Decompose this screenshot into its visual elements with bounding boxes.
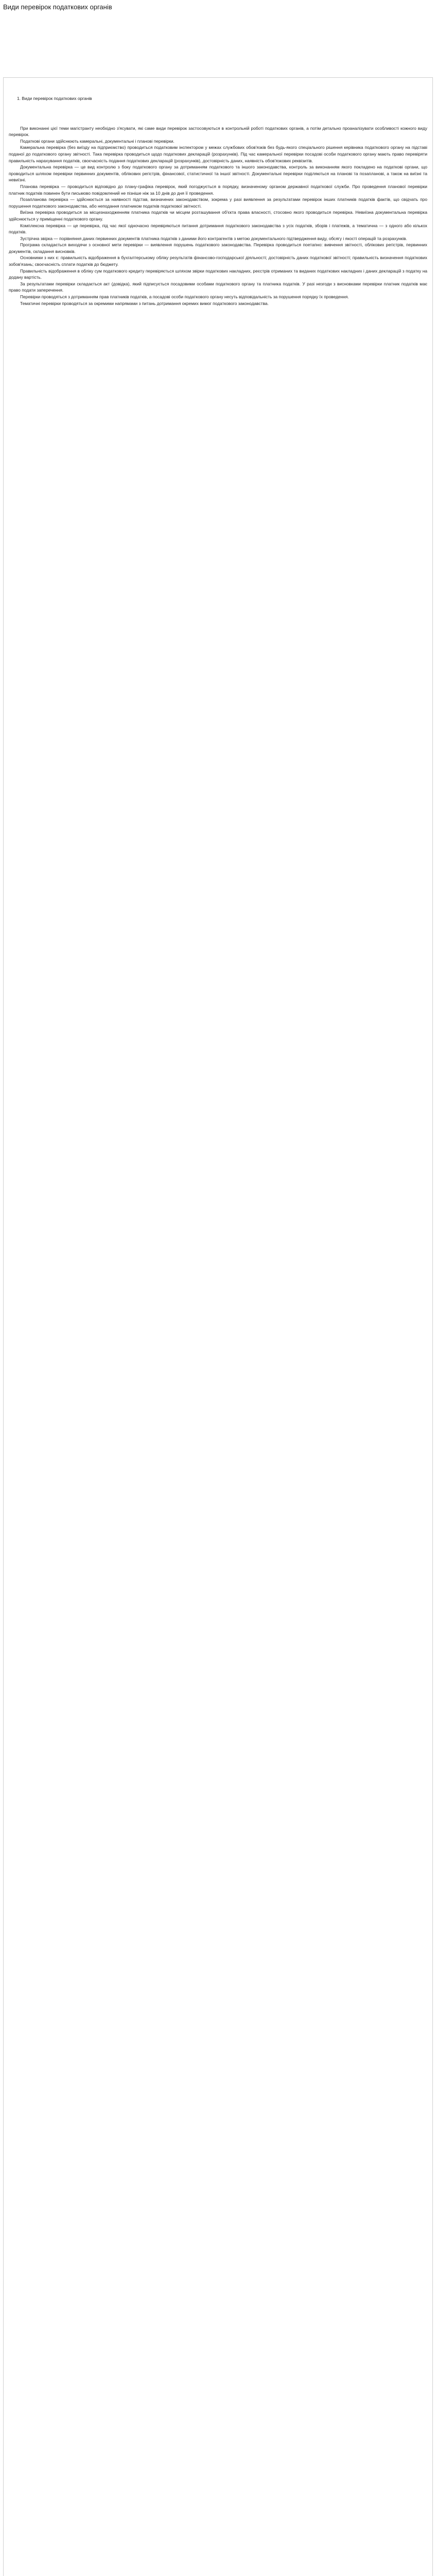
theory-paragraph: Комплексна перевірка — це перевірка, під час якої одночасно перевіряються питання дотримання податкового законодавства з усіх податків, зборів і платежів, а тематична — з одного або кількох податків. — [9, 223, 427, 235]
theory-paragraph: Податкові органи здійснюють камеральні, документальні і планові перевірки. — [20, 138, 175, 144]
theory-paragraph: Тематичні перевірки проводяться за окремими напрямами з питань дотримання окремих вимог податкового законодавства. — [20, 300, 269, 306]
page-title: Види перевірок податкових органів — [3, 3, 112, 11]
theory-section — [9, 125, 427, 307]
theory-paragraph: Програма складається виходячи з основної мети перевірки — виявлення порушень податкового законодавства. Перевірка проводиться поетапно: вивчення звітності, облікових регістрів, первинних документів, складання висновків. — [9, 242, 427, 254]
theory-paragraph: При виконанні цієї теми магістранту необхідно з'ясувати, які саме види перевірок застосовуються в контрольній роботі податкових органів, а потім детально проаналізувати особливості кожного виду перевірок. — [9, 125, 427, 138]
toc-item: 1. Види перевірок податкових органів — [17, 96, 92, 101]
theory-paragraph: Перевірки проводяться з дотриманням прав платників податків, а посадові особи податкового органу несуть відповідальність за порушення порядку їх проведення. — [20, 294, 349, 300]
theory-paragraph: Основними з них є: правильність відображення в бухгалтерському обліку результатів фінансово-господарської діяльності; достовірність даних податкової звітності; правильність визначення податкових зобов'язань; своєчасність сплати податків до бюджету. — [9, 255, 427, 267]
theory-paragraph: Планова перевірка — проводиться відповідно до плану-графіка перевірок, який погоджується в порядку, визначеному органом державної податкової служби. Про проведення планової перевірки платник податків повинен бути письмово повідомлений не пізніше ніж за 10 днів до дня її проведення. — [9, 183, 427, 196]
theory-paragraph: Камеральна перевірка (без виїзду на підприємство) проводиться податковим інспектором у межах службових обов'язків без будь-якого спеціального рішення керівника податкового органу на підставі поданої до податкового органу звітності. Така перевірка проводиться щодо податкових декларацій (розрахунків). Під час камеральної перевірки посадові особи податкового органу мають право перевіряти правильність нарахування податків, своєчасність подання податкових декларацій (розрахунків), достовірність даних, наявність обов'язкових реквізитів. — [9, 145, 427, 163]
theory-paragraph: Виїзна перевірка проводиться за місцезнаходженням платника податків чи місцем розташування об'єкта права власності, стосовно якого проводиться перевірка. Невиїзна документальна перевірка здійснюється у приміщенні податкового органу. — [9, 210, 427, 222]
table-of-contents — [9, 95, 427, 102]
theory-paragraph: Документальна перевірка — це вид контролю з боку податкового органу за дотриманням податкового та іншого законодавства, контроль за виконанням якого покладено на податкові органи, що проводиться шляхом перевірки первинних документів, облікових регістрів, фінансової, статистичної та іншої звітності. Документальні перевірки поділяються на планові та позапланові, а також на виїзні та невиїзні. — [9, 164, 427, 183]
content-card — [3, 77, 433, 2576]
theory-paragraph: За результатами перевірки складається акт (довідка), який підписується посадовими особами податкового органу та платника податків. У разі незгоди з висновками перевірки платник податків має право подати заперечення. — [9, 281, 427, 293]
theory-paragraph: Зустрічна звірка — порівняння даних первинних документів платника податків з даними його контрагентів з метою документального підтвердження виду, обсягу і якості операцій та розрахунків. — [20, 235, 407, 241]
theory-paragraph: Позапланова перевірка — здійснюється за наявності підстав, визначених законодавством, зокрема у разі виявлення за результатами перевірок інших платників податків фактів, що свідчать про порушення податкового законодавства, або неподання платником податків податкової звітності. — [9, 197, 427, 209]
theory-paragraph: Правильність відображення в обліку сум податкового кредиту перевіряється шляхом звірки податкових накладних, реєстрів отриманих та виданих податкових накладних і даних декларацій з податку на додану вартість. — [9, 268, 427, 280]
